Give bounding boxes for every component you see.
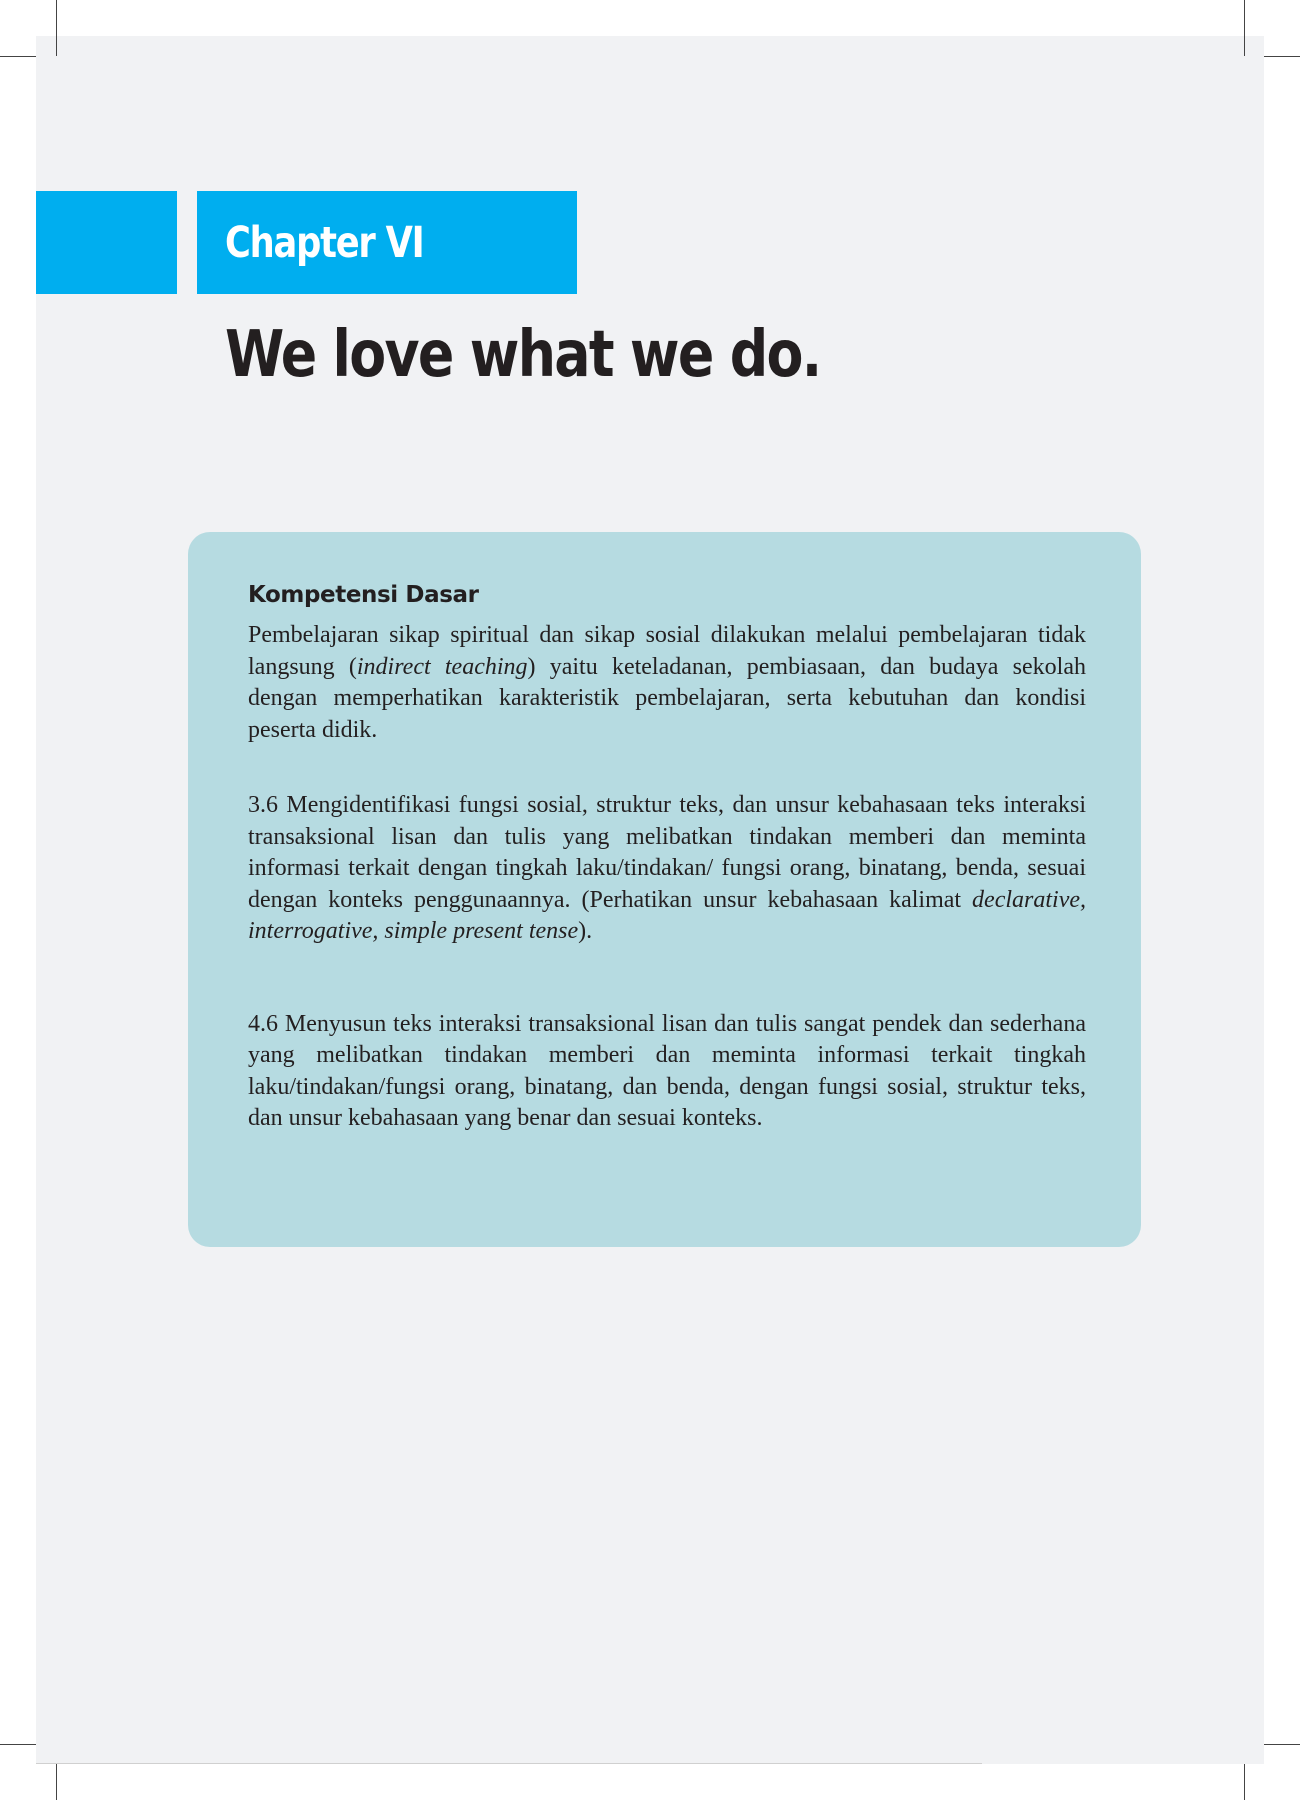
crop-mark [1244, 1764, 1245, 1800]
bottom-rule [36, 1763, 982, 1764]
kd-3-6-text-end: ). [578, 918, 593, 944]
kompetensi-dasar-heading: Kompetensi Dasar [248, 582, 479, 608]
crop-mark [1244, 0, 1245, 56]
chapter-title: We love what we do. [225, 318, 821, 392]
kd-4-6-paragraph: 4.6 Menyusun teks interaksi transaksional lisan dan tulis sangat pendek dan sederhana yang melibatkan tindakan memberi dan meminta informasi terkait tingkah laku/tindakan/fungsi orang, binatang, dan benda, dengan fungsi sosial, struktur teks, dan unsur kebahasaan yang benar dan sesuai konteks. [248, 1010, 1086, 1131]
chapter-label: Chapter VI [225, 217, 424, 268]
intro-italic-term: indirect teaching [356, 653, 528, 680]
crop-mark [1264, 56, 1300, 57]
intro-text: Pembelajaran sikap spiritual dan sikap sosial dilakukan melalui pembelajaran tidak langsung ( [248, 622, 1086, 680]
kompetensi-dasar-content [248, 582, 1086, 1135]
crop-mark [0, 1744, 36, 1745]
chapter-band-accent [36, 191, 177, 294]
crop-mark [0, 56, 36, 57]
kd-3-6-text: 3.6 Mengidentifikasi fungsi sosial, struktur teks, dan unsur kebahasaan teks interaksi transaksional lisan dan tulis yang melibatkan tindakan memberi dan meminta informasi terkait dengan tingkah laku/tindakan/ fungsi orang, binatang, benda, sesuai dengan konteks penggunaannya. (Perhatikan unsur kebahasaan kalimat [248, 792, 1086, 913]
intro-paragraph [248, 620, 1086, 746]
kd-3-6-paragraph [248, 790, 1086, 948]
kd-3-6-italic-terms: declarative, interrogative, simple present tense [248, 886, 1086, 944]
intro-text-continued: ) yaitu keteladanan, pembiasaan, dan budaya sekolah dengan memperhatikan karakteristik pembelajaran, serta kebutuhan dan kondisi peserta didik. [248, 653, 1086, 743]
crop-mark [56, 0, 57, 56]
kompetensi-dasar-box [188, 532, 1141, 1247]
crop-mark [1264, 1744, 1300, 1745]
chapter-banner [197, 191, 577, 294]
crop-mark [56, 1764, 57, 1800]
